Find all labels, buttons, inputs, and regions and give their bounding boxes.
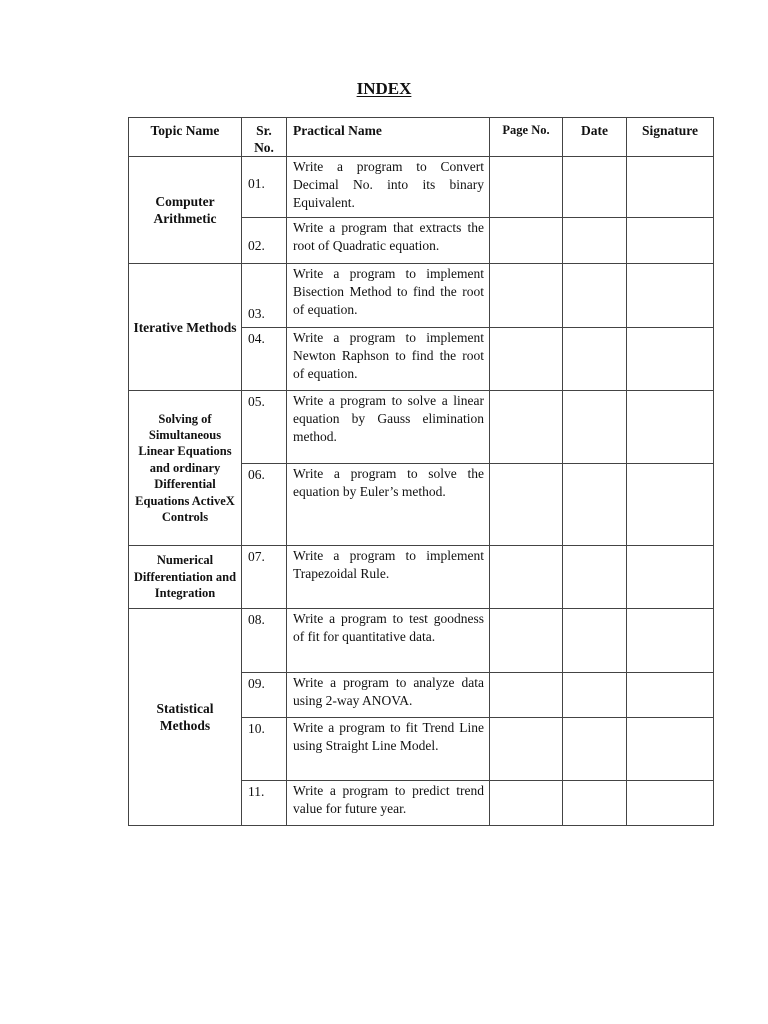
table-row (129, 264, 714, 328)
practical-name-cell: Write a program to solve a linear equation by Gauss elimination method. (287, 391, 490, 464)
column-header-sr-no: Sr. No. (242, 118, 287, 157)
table-row (129, 391, 714, 464)
column-header-topic: Topic Name (129, 118, 242, 157)
page-no-cell[interactable] (490, 718, 563, 781)
page-no-cell[interactable] (490, 157, 563, 218)
signature-cell[interactable] (627, 718, 714, 781)
practical-name-cell: Write a program to test goodness of fit for quantitative data. (287, 609, 490, 673)
sr-no-cell: 01. (242, 157, 287, 218)
topic-cell: Computer Arithmetic (129, 157, 242, 264)
topic-cell: Numerical Differentiation and Integration (129, 546, 242, 609)
date-cell[interactable] (563, 218, 627, 264)
date-cell[interactable] (563, 464, 627, 546)
signature-cell[interactable] (627, 264, 714, 328)
header-row (129, 118, 714, 157)
table-row (129, 609, 714, 673)
signature-cell[interactable] (627, 218, 714, 264)
date-cell[interactable] (563, 546, 627, 609)
signature-cell[interactable] (627, 781, 714, 826)
practical-name-cell: Write a program to implement Trapezoidal Rule. (287, 546, 490, 609)
sr-no-cell: 08. (242, 609, 287, 673)
table-row (129, 546, 714, 609)
date-cell[interactable] (563, 157, 627, 218)
page-no-cell[interactable] (490, 673, 563, 718)
signature-cell[interactable] (627, 609, 714, 673)
date-cell[interactable] (563, 673, 627, 718)
date-cell[interactable] (563, 328, 627, 391)
column-header-practical: Practical Name (287, 118, 490, 157)
column-header-page-no: Page No. (490, 118, 563, 157)
index-table (128, 117, 714, 826)
page-no-cell[interactable] (490, 781, 563, 826)
page-no-cell[interactable] (490, 609, 563, 673)
signature-cell[interactable] (627, 328, 714, 391)
sr-no-cell: 09. (242, 673, 287, 718)
page-no-cell[interactable] (490, 464, 563, 546)
practical-name-cell: Write a program to implement Newton Raphson to find the root of equation. (287, 328, 490, 391)
date-cell[interactable] (563, 718, 627, 781)
practical-name-cell: Write a program to predict trend value for future year. (287, 781, 490, 826)
practical-name-cell: Write a program that extracts the root of Quadratic equation. (287, 218, 490, 264)
sr-no-cell: 05. (242, 391, 287, 464)
practical-name-cell: Write a program to analyze data using 2-way ANOVA. (287, 673, 490, 718)
practical-name-cell: Write a program to implement Bisection Method to find the root of equation. (287, 264, 490, 328)
table-row (129, 157, 714, 218)
topic-cell: Solving of Simultaneous Linear Equations and ordinary Differential Equations ActiveX Controls (129, 391, 242, 546)
page-title: INDEX (356, 79, 412, 98)
signature-cell[interactable] (627, 157, 714, 218)
page-no-cell[interactable] (490, 264, 563, 328)
practical-name-cell: Write a program to solve the equation by Euler’s method. (287, 464, 490, 546)
signature-cell[interactable] (627, 464, 714, 546)
topic-cell: Statistical Methods (129, 609, 242, 826)
sr-no-cell: 11. (242, 781, 287, 826)
sr-no-cell: 10. (242, 718, 287, 781)
practical-name-cell: Write a program to fit Trend Line using Straight Line Model. (287, 718, 490, 781)
page-no-cell[interactable] (490, 546, 563, 609)
date-cell[interactable] (563, 781, 627, 826)
sr-no-cell: 06. (242, 464, 287, 546)
date-cell[interactable] (563, 609, 627, 673)
sr-no-cell: 04. (242, 328, 287, 391)
sr-no-cell: 07. (242, 546, 287, 609)
page-no-cell[interactable] (490, 391, 563, 464)
page-no-cell[interactable] (490, 218, 563, 264)
practical-name-cell: Write a program to Convert Decimal No. into its binary Equivalent. (287, 157, 490, 218)
column-header-signature: Signature (627, 118, 714, 157)
column-header-date: Date (563, 118, 627, 157)
signature-cell[interactable] (627, 673, 714, 718)
topic-cell: Iterative Methods (129, 264, 242, 391)
sr-no-cell: 02. (242, 218, 287, 264)
page-no-cell[interactable] (490, 328, 563, 391)
date-cell[interactable] (563, 391, 627, 464)
date-cell[interactable] (563, 264, 627, 328)
signature-cell[interactable] (627, 546, 714, 609)
sr-no-cell: 03. (242, 264, 287, 328)
signature-cell[interactable] (627, 391, 714, 464)
